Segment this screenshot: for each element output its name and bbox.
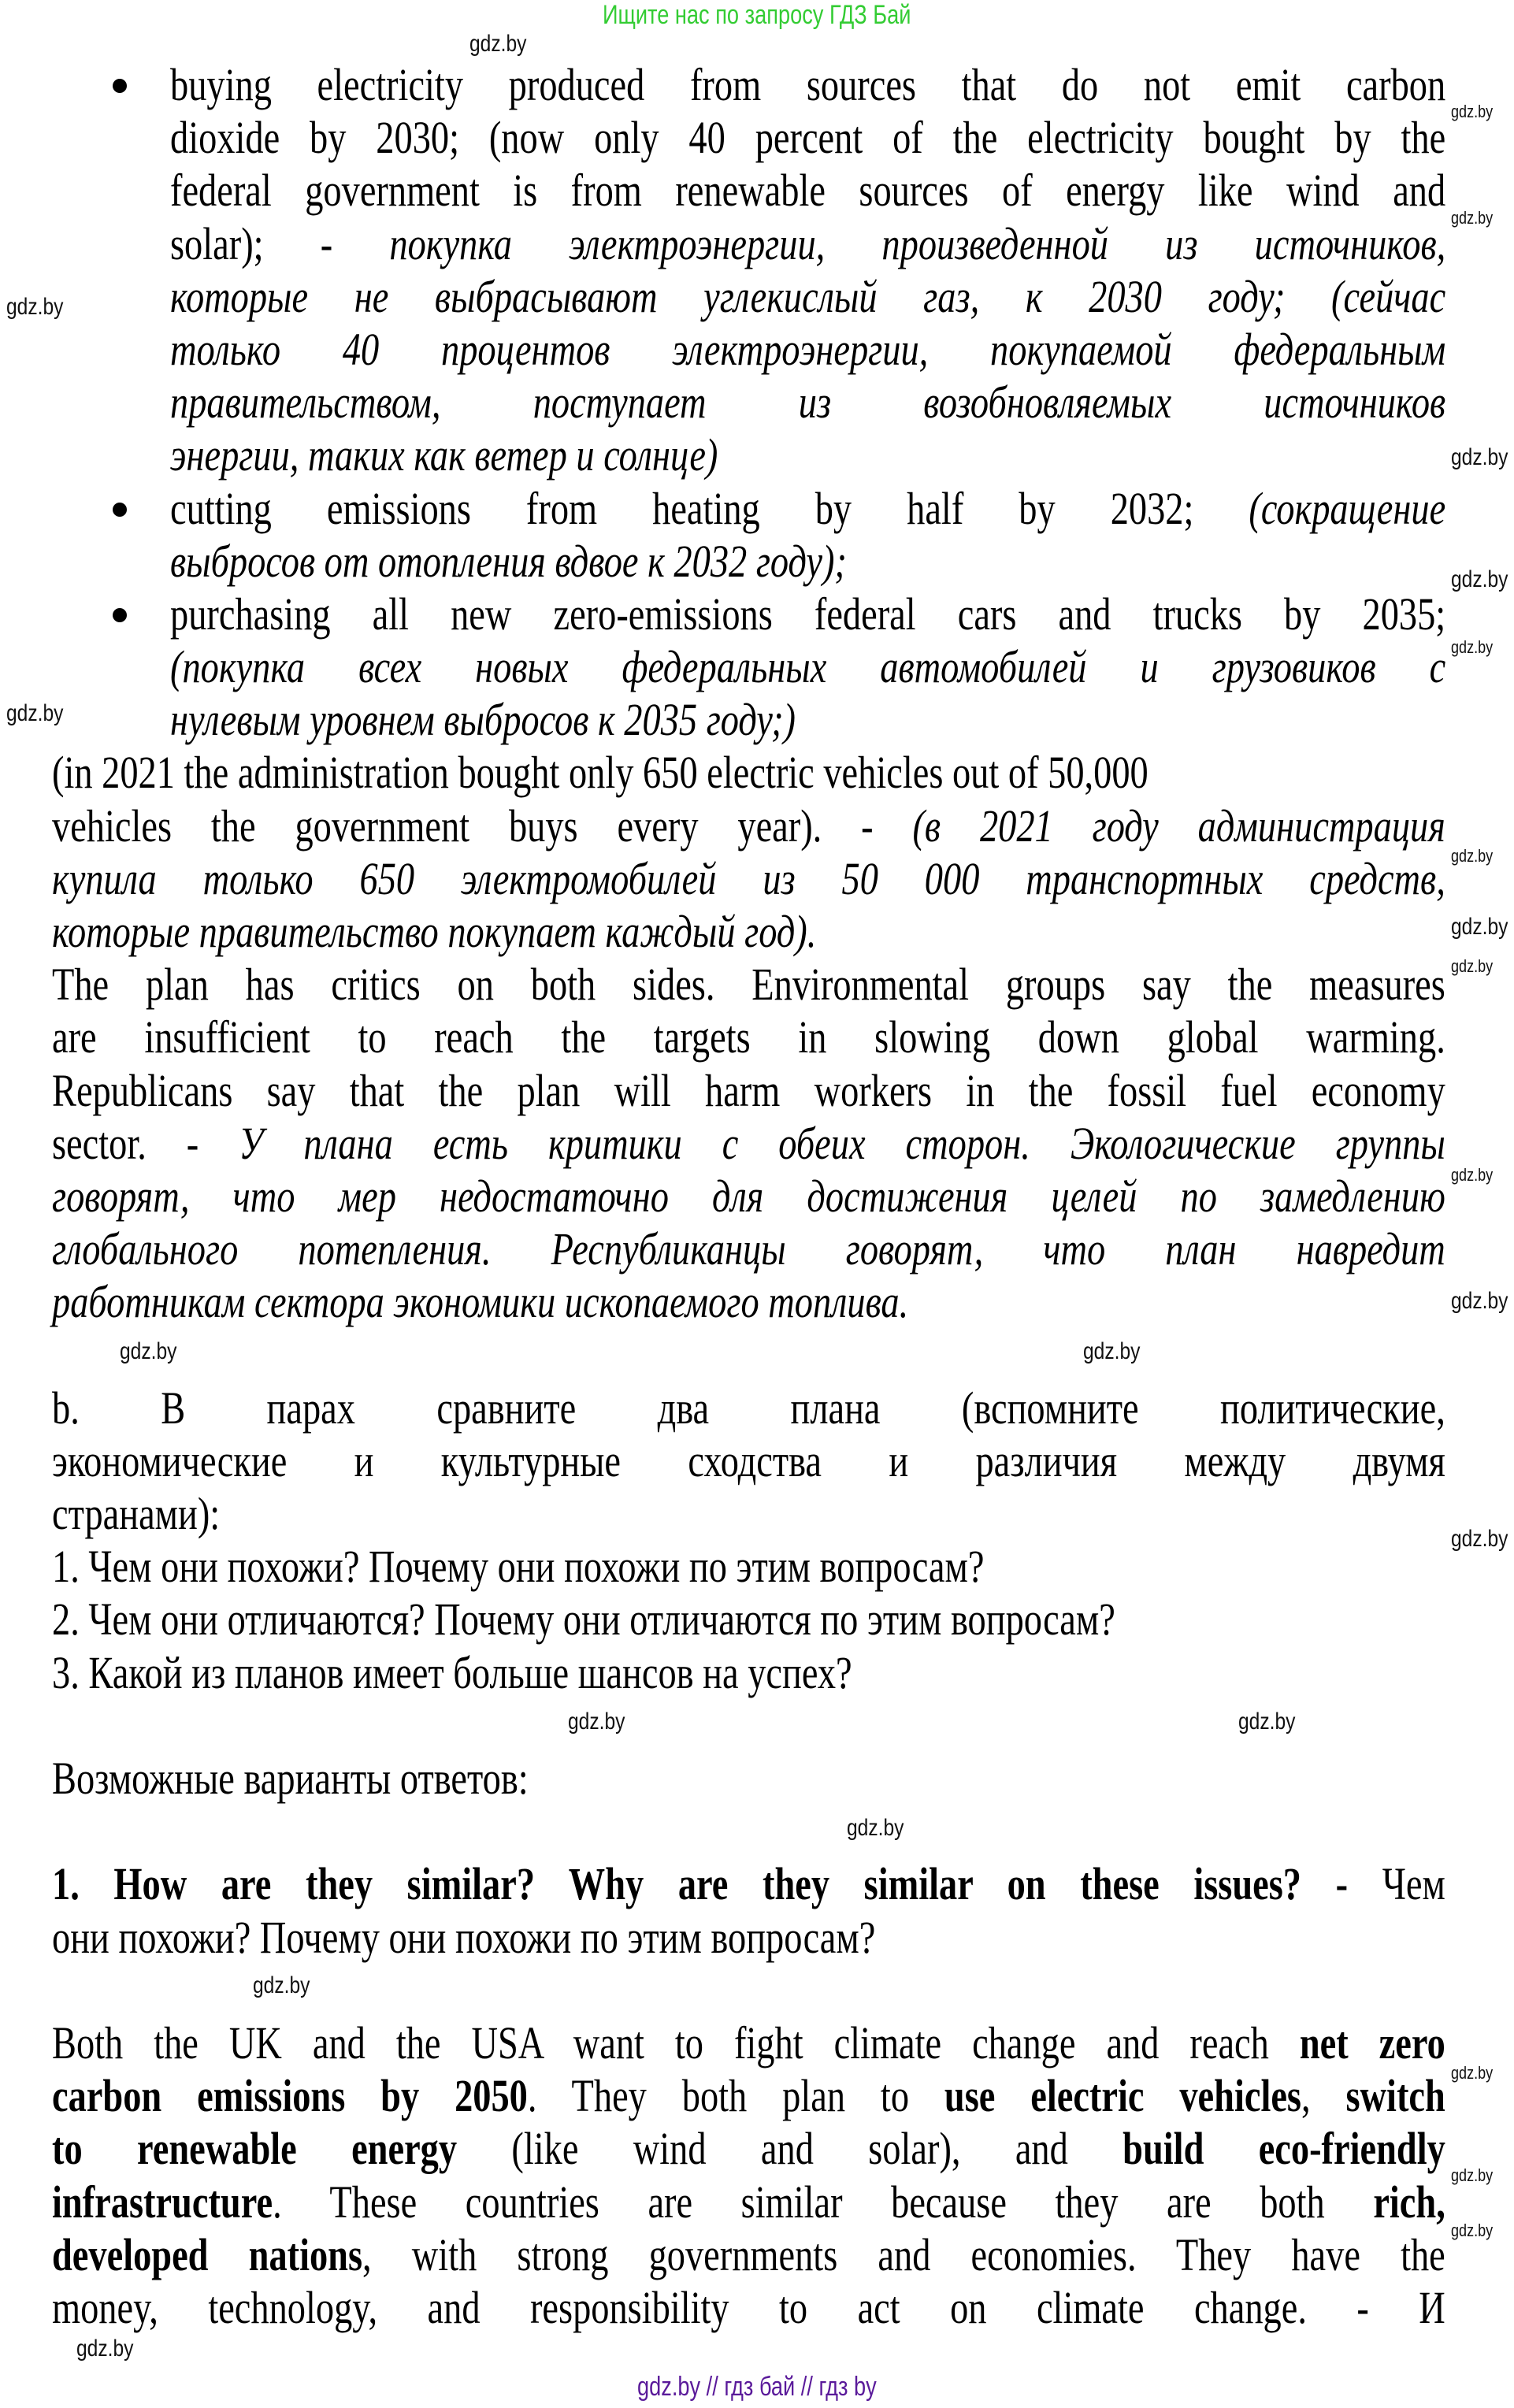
text-segment: buying electricity produced from sources that do not emit carbon bbox=[170, 59, 1446, 110]
text-line bbox=[0, 1382, 1514, 1434]
search-hint-banner[interactable] bbox=[0, 0, 1514, 30]
list-item-line bbox=[0, 376, 1514, 429]
text-segment: Возможные варианты ответов: bbox=[52, 1753, 529, 1804]
translation-text: которые правительство покупает каждый год). bbox=[52, 906, 817, 957]
bold-text: carbon emissions by 2050 bbox=[52, 2070, 528, 2122]
line-text bbox=[170, 217, 1445, 270]
text-line bbox=[0, 852, 1514, 905]
text-line bbox=[0, 1275, 1514, 1328]
line-text bbox=[52, 1223, 1445, 1275]
text-line bbox=[0, 1593, 1514, 1646]
line-text bbox=[170, 429, 1445, 481]
line-text bbox=[52, 746, 1445, 799]
watermark-text: gdz.by bbox=[1451, 637, 1494, 657]
translation-text: (покупка всех новых федеральных автомобилей и грузовиков с bbox=[170, 641, 1446, 693]
line-text bbox=[52, 1011, 1445, 1063]
line-text bbox=[52, 2281, 1445, 2334]
blank-line bbox=[0, 1964, 1514, 2017]
line-text bbox=[52, 1857, 1445, 1910]
text-line bbox=[0, 800, 1514, 852]
line-text bbox=[52, 1434, 1445, 1487]
text-line bbox=[0, 1434, 1514, 1487]
translation-text: выбросов от отопления вдвое к 2032 году); bbox=[170, 535, 847, 587]
list-item-line bbox=[0, 482, 1514, 535]
translation-text: глобального потепления. Республиканцы говорят, что план навредит bbox=[52, 1223, 1445, 1275]
line-text bbox=[170, 588, 1445, 640]
list-item-line bbox=[0, 58, 1514, 111]
line-text bbox=[170, 693, 1445, 746]
list-item-line bbox=[0, 111, 1514, 164]
text-segment: are insufficient to reach the targets in slowing down global warming. bbox=[52, 1011, 1445, 1063]
line-text bbox=[170, 482, 1445, 535]
text-segment: vehicles the government buys every year). - bbox=[52, 800, 913, 852]
watermark-text: gdz.by bbox=[120, 1338, 177, 1364]
bold-text: rich, bbox=[1373, 2176, 1445, 2228]
watermark-text: gdz.by bbox=[1451, 208, 1494, 228]
watermark-text: gdz.by bbox=[469, 31, 527, 57]
watermark-text: gdz.by bbox=[1451, 2165, 1494, 2185]
bold-text: use electric vehicles bbox=[944, 2070, 1301, 2122]
text-segment: (like wind and solar), and bbox=[457, 2123, 1123, 2175]
watermark-text: gdz.by bbox=[1451, 102, 1494, 121]
line-text bbox=[170, 111, 1445, 164]
translation-text: нулевым уровнем выбросов к 2035 году;) bbox=[170, 694, 796, 746]
line-text bbox=[170, 640, 1445, 693]
line-text bbox=[170, 535, 1445, 588]
text-line bbox=[0, 1646, 1514, 1699]
line-text bbox=[52, 1117, 1445, 1170]
line-text bbox=[170, 270, 1445, 323]
watermark-text: gdz.by bbox=[6, 294, 64, 320]
watermark-text: gdz.by bbox=[1451, 1288, 1508, 1314]
footer-links-text[interactable]: gdz.by // гдз бай // гдз by bbox=[637, 2372, 877, 2402]
text-line bbox=[0, 2281, 1514, 2334]
translation-text: которые не выбрасывают углекислый газ, к 2030 году; (сейчас bbox=[170, 270, 1446, 322]
watermark-text: gdz.by bbox=[1083, 1338, 1141, 1364]
line-text bbox=[52, 2176, 1445, 2228]
line-text bbox=[170, 323, 1445, 376]
watermark-text: gdz.by bbox=[1451, 444, 1508, 470]
line-text bbox=[52, 958, 1445, 1011]
translation-text: У плана есть критики с обеих сторон. Экологические группы bbox=[239, 1117, 1445, 1169]
text-segment: Чем bbox=[1348, 1858, 1445, 1910]
line-text bbox=[52, 1275, 1445, 1328]
text-segment: Republicans say that the plan will harm workers in the fossil fuel economy bbox=[52, 1064, 1445, 1116]
blank-line bbox=[0, 1329, 1514, 1382]
list-item-line bbox=[0, 588, 1514, 640]
list-item-line bbox=[0, 323, 1514, 376]
list-item-line bbox=[0, 429, 1514, 481]
line-text bbox=[52, 2228, 1445, 2281]
translation-text: купила только 650 электромобилей из 50 000 транспортных средств, bbox=[52, 852, 1445, 904]
list-item-line bbox=[0, 217, 1514, 270]
text-segment: они похожи? Почему они похожи по этим вопросам? bbox=[52, 1911, 876, 1963]
watermark-text: gdz.by bbox=[1451, 846, 1494, 866]
watermark-text: gdz.by bbox=[1451, 1165, 1494, 1185]
line-text bbox=[52, 852, 1445, 905]
text-segment: странами): bbox=[52, 1488, 221, 1540]
line-text bbox=[52, 1593, 1445, 1646]
text-line bbox=[0, 1487, 1514, 1540]
text-line bbox=[0, 1117, 1514, 1170]
text-line bbox=[0, 1752, 1514, 1805]
line-text bbox=[52, 800, 1445, 852]
text-line bbox=[0, 1011, 1514, 1063]
bold-text: developed nations bbox=[52, 2228, 363, 2280]
text-line bbox=[0, 1857, 1514, 1910]
bold-text: switch bbox=[1345, 2070, 1445, 2122]
bold-text: 1. How are they similar? Why are they similar on these issues? - bbox=[52, 1858, 1349, 1910]
text-segment: 3. Какой из планов имеет больше шансов на успех? bbox=[52, 1646, 852, 1698]
translation-text: правительством, поступает из возобновляемых источников bbox=[170, 377, 1446, 429]
text-segment: purchasing all new zero-emissions federal cars and trucks by 2035; bbox=[170, 588, 1446, 640]
text-segment: sector. - bbox=[52, 1117, 239, 1169]
text-segment: solar); - bbox=[170, 217, 390, 269]
bold-text: net zero bbox=[1299, 2017, 1445, 2069]
line-text bbox=[52, 1170, 1445, 1223]
line-text bbox=[52, 2017, 1445, 2069]
translation-text: покупка электроэнергии, произведенной из источников, bbox=[389, 217, 1446, 269]
list-item-line bbox=[0, 637, 1514, 693]
text-segment: . These countries are similar because they are both bbox=[273, 2176, 1374, 2228]
watermark-text: gdz.by bbox=[1238, 1709, 1296, 1735]
line-text bbox=[52, 2122, 1445, 2175]
translation-text: (сокращение bbox=[1249, 482, 1446, 534]
line-text bbox=[52, 1911, 1445, 1964]
line-text bbox=[52, 1540, 1445, 1593]
line-text bbox=[52, 2069, 1445, 2122]
bold-text: build eco-friendly bbox=[1123, 2123, 1445, 2175]
bullet-icon bbox=[113, 608, 127, 622]
watermark-text: gdz.by bbox=[6, 700, 64, 726]
text-segment: Both the UK and the USA want to fight climate change and reach bbox=[52, 2017, 1300, 2069]
text-line bbox=[0, 2176, 1514, 2228]
line-text bbox=[52, 905, 1445, 958]
text-segment: The plan has critics on both sides. Environmental groups say the measures bbox=[52, 959, 1445, 1011]
translation-text: работникам сектора экономики ископаемого топлива. bbox=[52, 1276, 909, 1328]
list-item-line bbox=[0, 270, 1514, 323]
text-segment: . They both plan to bbox=[527, 2070, 944, 2122]
line-text bbox=[52, 1064, 1445, 1117]
text-segment: b. В парах сравните два плана (вспомните политические, bbox=[52, 1382, 1445, 1434]
translation-text: говорят, что мер недостаточно для достижения целей по замедлению bbox=[52, 1170, 1445, 1222]
text-line bbox=[0, 1223, 1514, 1275]
watermark-text: gdz.by bbox=[253, 1972, 310, 1998]
translation-text: только 40 процентов электроэнергии, покупаемой федеральным bbox=[170, 323, 1446, 375]
text-segment: 1. Чем они похожи? Почему они похожи по этим вопросам? bbox=[52, 1541, 985, 1593]
text-line bbox=[0, 958, 1514, 1011]
list-item-line bbox=[0, 693, 1514, 746]
text-segment: , bbox=[1301, 2070, 1346, 2122]
line-text bbox=[170, 164, 1445, 217]
footer-links[interactable] bbox=[0, 2371, 1514, 2402]
watermark-text: gdz.by bbox=[1451, 2063, 1494, 2083]
watermark-text: gdz.by bbox=[568, 1709, 625, 1735]
line-text bbox=[52, 1752, 1445, 1805]
text-segment: (in 2021 the administration bought only 650 electric vehicles out of 50,000 bbox=[52, 747, 1148, 799]
list-item-line bbox=[0, 535, 1514, 588]
text-line bbox=[0, 905, 1514, 958]
translation-text: энергии, таких как ветер и солнце) bbox=[170, 429, 718, 481]
text-segment: , with strong governments and economies. They have the bbox=[362, 2228, 1445, 2280]
text-line bbox=[0, 2228, 1514, 2281]
text-line bbox=[0, 2017, 1514, 2069]
watermark-text: gdz.by bbox=[1451, 956, 1494, 976]
text-line bbox=[0, 1540, 1514, 1593]
translation-text: (в 2021 году администрация bbox=[912, 800, 1445, 852]
bullet-icon bbox=[113, 79, 127, 93]
list-item-line bbox=[0, 164, 1514, 217]
text-segment: federal government is from renewable sources of energy like wind and bbox=[170, 165, 1446, 217]
line-text bbox=[170, 376, 1445, 429]
watermark-text: gdz.by bbox=[1451, 2221, 1494, 2240]
document-body bbox=[0, 58, 1514, 2334]
bullet-icon bbox=[113, 503, 127, 517]
watermark-text: gdz.by bbox=[76, 2336, 134, 2362]
bold-text: infrastructure bbox=[52, 2176, 273, 2228]
line-text bbox=[170, 58, 1445, 111]
bold-text: to renewable energy bbox=[52, 2123, 458, 2175]
watermark-text: gdz.by bbox=[1451, 914, 1508, 940]
text-line bbox=[0, 746, 1514, 799]
line-text bbox=[52, 1646, 1445, 1699]
text-segment: cutting emissions from heating by half by 2032; bbox=[170, 482, 1249, 534]
text-segment: money, technology, and responsibility to act on climate change. - И bbox=[52, 2281, 1445, 2333]
line-text bbox=[52, 1487, 1445, 1540]
watermark-text: gdz.by bbox=[1451, 1526, 1508, 1552]
text-line bbox=[0, 1911, 1514, 1964]
text-line bbox=[0, 1170, 1514, 1223]
blank-line bbox=[0, 1805, 1514, 1857]
text-segment: экономические и культурные сходства и различия между двумя bbox=[52, 1434, 1445, 1486]
search-hint-text: Ищите нас по запросу ГДЗ Бай bbox=[603, 0, 911, 30]
text-line bbox=[0, 2122, 1514, 2175]
text-line bbox=[0, 1064, 1514, 1117]
watermark-text: gdz.by bbox=[1451, 566, 1508, 592]
text-line bbox=[0, 2069, 1514, 2122]
text-segment: 2. Чем они отличаются? Почему они отличаются по этим вопросам? bbox=[52, 1594, 1115, 1646]
text-segment: dioxide by 2030; (now only 40 percent of the electricity bought by the bbox=[170, 112, 1446, 164]
watermark-text: gdz.by bbox=[847, 1815, 904, 1841]
line-text bbox=[52, 1382, 1445, 1434]
